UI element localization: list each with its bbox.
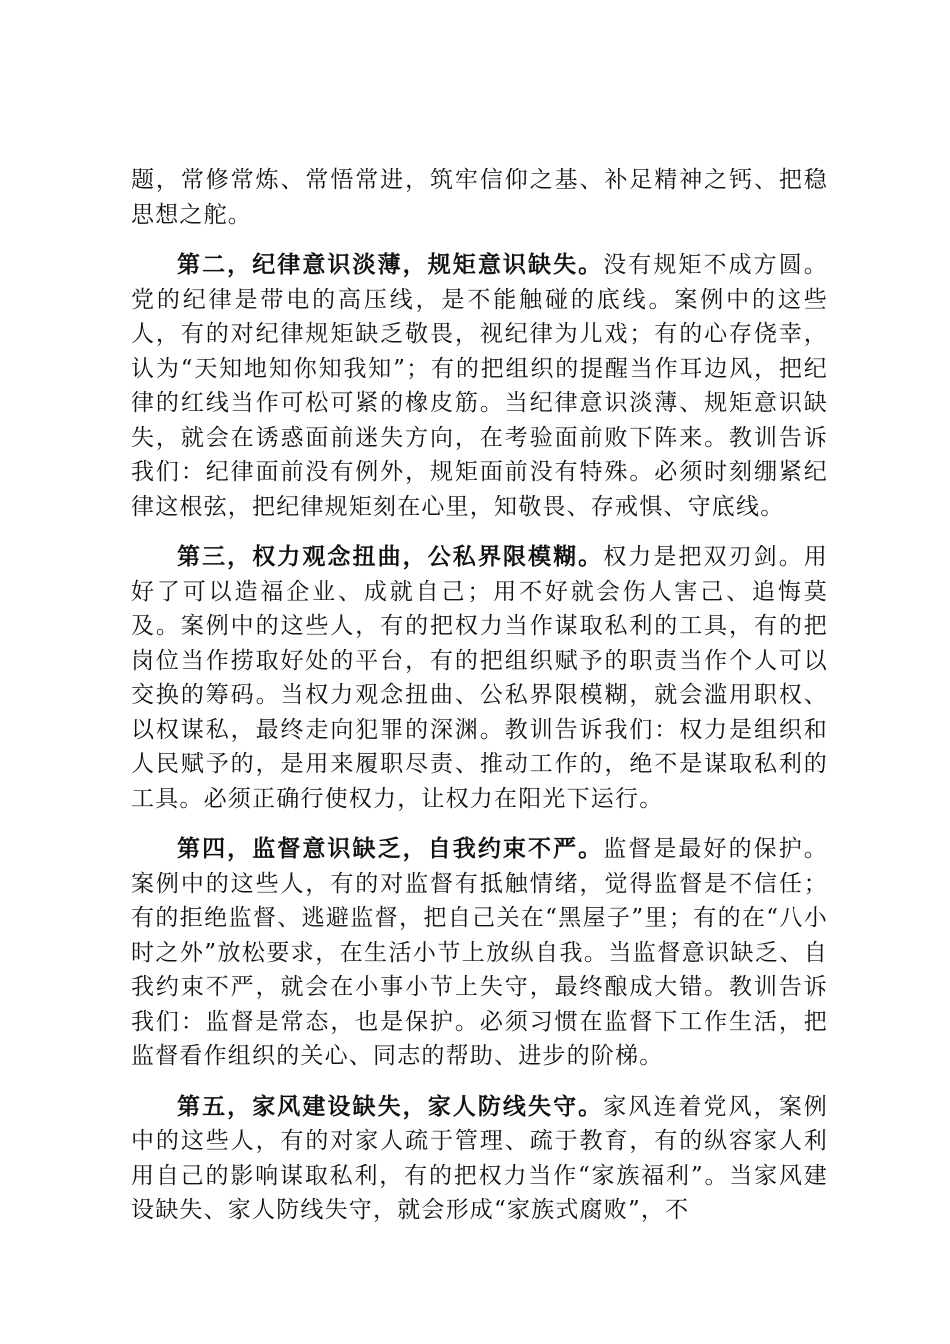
- paragraph-lead-heading: 第五，家风建设缺失，家人防线失守。: [177, 1092, 604, 1120]
- paragraph-gap: [131, 232, 828, 248]
- paragraph-text: 权力是把双刃剑。用好了可以造福企业、成就自己；用不好就会伤人害己、追悔莫及。案例中的这些人，有的把权力当作谋取私利的工具，有的把岗位当作捞取好处的平台，有的把组织赋予的职责当作个人可以交换的筹码。当权力观念扭曲、公私界限模糊，就会滥用职权、以权谋私，最终走向犯罪的深渊。教训告诉我们：权力是组织和人民赋予的，是用来履职尽责、推动工作的，绝不是谋取私利的工具。必须正确行使权力，让权力在阳光下运行。: [131, 544, 828, 812]
- paragraph-text: 监督是最好的保护。案例中的这些人，有的对监督有抵触情绪，觉得监督是不信任；有的拒绝监督、逃避监督，把自己关在“黑屋子”里；有的在“八小时之外”放松要求，在生活小节上放纵自我。当监督意识缺乏、自我约束不严，就会在小事小节上失守，最终酿成大错。教训告诉我们：监督是常态，也是保护。必须习惯在监督下工作生活，把监督看作组织的关心、同志的帮助、进步的阶梯。: [131, 836, 828, 1069]
- paragraph-gap: [131, 1074, 828, 1090]
- paragraph-fifth-point: [131, 1090, 828, 1228]
- paragraph-lead-heading: 第四，监督意识缺乏，自我约束不严。: [177, 835, 604, 862]
- document-page: [131, 163, 828, 1228]
- paragraph-text: 没有规矩不成方圆。党的纪律是带电的高压线，是不能触碰的底线。案例中的这些人，有的对纪律规矩缺乏敬畏，视纪律为儿戏；有的心存侥幸，认为“天知地知你知我知”；有的把组织的提醒当作耳边风，把纪律的红线当作可松可紧的橡皮筋。当纪律意识淡薄、规矩意识缺失，就会在诱惑面前迷失方向，在考验面前败下阵来。教训告诉我们：纪律面前没有例外，规矩面前没有特殊。必须时刻绷紧纪律这根弦，把纪律规矩刻在心里，知敬畏、存戒惧、守底线。: [131, 252, 828, 520]
- paragraph-lead-heading: 第三，权力观念扭曲，公私界限模糊。: [177, 543, 604, 570]
- paragraph-second-point: [131, 248, 828, 524]
- paragraph-text: 家风连着党风，案例中的这些人，有的对家人疏于管理、疏于教育，有的纵容家人利用自己的影响谋取私利，有的把权力当作“家族福利”。当家风建设缺失、家人防线失守，就会形成“家族式腐败”，不: [131, 1093, 828, 1223]
- paragraph-third-point: [131, 540, 828, 816]
- paragraph-continuation: [131, 163, 828, 232]
- paragraph-text: 题，常修常炼、常悟常进，筑牢信仰之基、补足精神之钙、把稳思想之舵。: [131, 167, 828, 228]
- paragraph-lead-heading: 第二，纪律意识淡薄，规矩意识缺失。: [177, 251, 604, 278]
- paragraph-gap: [131, 524, 828, 540]
- paragraph-fourth-point: [131, 832, 828, 1074]
- paragraph-gap: [131, 816, 828, 832]
